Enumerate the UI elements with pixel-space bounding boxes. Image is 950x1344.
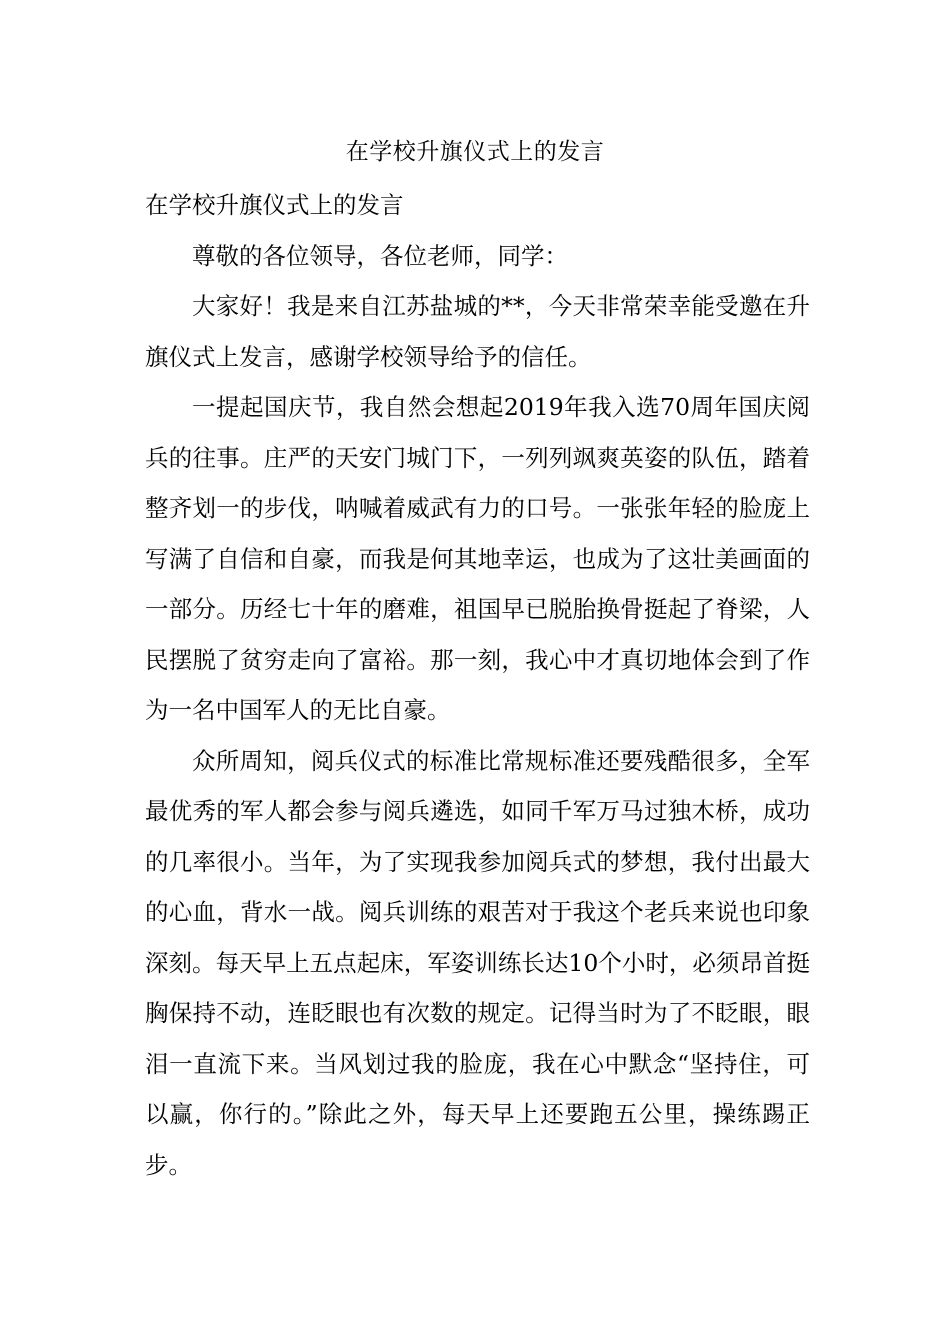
- document-title: 在学校升旗仪式上的发言: [345, 139, 605, 165]
- paragraph-national-day: 一提起国庆节，我自然会想起2019年我入选70周年国庆阅兵的往事。庄严的天安门城门下，一列列飒爽英姿的队伍，踏着整齐划一的步伐，呐喊着威武有力的口号。一张张年轻的脸庞上写满了自信和自豪，而我是何其地幸运，也成为了这壮美画面的一部分。历经七十年的磨难，祖国早已脱胎换骨挺起了脊梁，人民摆脱了贫穷走向了富裕。那一刻，我心中才真切地体会到了作为一名中国军人的无比自豪。: [145, 393, 810, 724]
- paragraph-parade-training: 众所周知，阅兵仪式的标准比常规标准还要残酷很多，全军最优秀的军人都会参与阅兵遴选，如同千军万马过独木桥，成功的几率很小。当年，为了实现我参加阅兵式的梦想，我付出最大的心血，背水一战。阅兵训练的艰苦对于我这个老兵来说也印象深刻。每天早上五点起床，军姿训练长达10个小时，必须昂首挺胸保持不动，连眨眼也有次数的规定。记得当时为了不眨眼，眼泪一直流下来。当风划过我的脸庞，我在心中默念“坚持住，可以赢，你行的。”除此之外，每天早上还要跑五公里，操练踢正步。: [145, 746, 810, 1179]
- paragraph-heading: 在学校升旗仪式上的发言: [145, 191, 404, 219]
- document-body: [145, 180, 810, 1190]
- paragraph-salutation: 尊敬的各位领导，各位老师，同学：: [192, 241, 568, 270]
- paragraph-greeting: 大家好！我是来自江苏盐城的**，今天非常荣幸能受邀在升旗仪式上发言，感谢学校领导给予的信任。: [145, 292, 810, 371]
